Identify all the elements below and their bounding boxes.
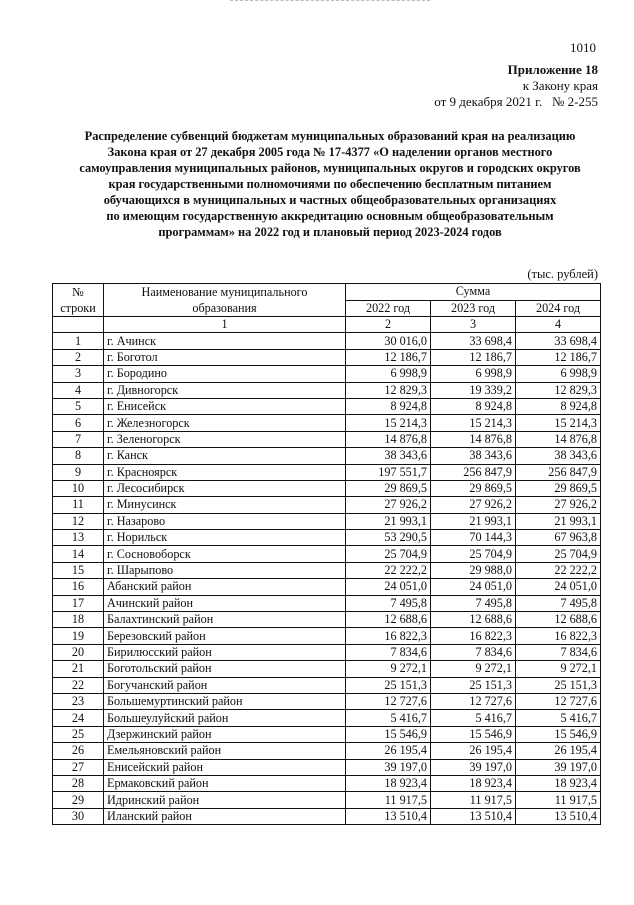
value-2024-cell: 15 214,3 (516, 415, 601, 431)
municipality-cell: г. Красноярск (104, 464, 346, 480)
value-2024-cell: 16 822,3 (516, 628, 601, 644)
value-2023-cell: 24 051,0 (431, 579, 516, 595)
row-number-cell: 15 (53, 562, 104, 578)
row-number-cell: 23 (53, 693, 104, 709)
value-2023-cell: 26 195,4 (431, 743, 516, 759)
value-2024-cell: 21 993,1 (516, 513, 601, 529)
value-2022-cell: 6 998,9 (346, 366, 431, 382)
title-line: по имеющим государственную аккредитацию основным общеобразовательным (106, 209, 554, 223)
municipality-cell: г. Норильск (104, 530, 346, 546)
value-2024-cell: 12 829,3 (516, 382, 601, 398)
value-2022-cell: 7 495,8 (346, 595, 431, 611)
table-row (53, 513, 601, 529)
row-number-cell: 7 (53, 431, 104, 447)
appendix-block (434, 62, 598, 110)
table-row (53, 562, 601, 578)
value-2024-cell: 12 688,6 (516, 612, 601, 628)
municipality-cell: г. Енисейск (104, 398, 346, 414)
table-body (53, 333, 601, 825)
value-2022-cell: 15 546,9 (346, 726, 431, 742)
header-municipality (104, 284, 346, 317)
value-2023-cell: 70 144,3 (431, 530, 516, 546)
header-name-line1: Наименование муниципального (141, 285, 308, 299)
table-row (53, 693, 601, 709)
municipality-cell: г. Зеленогорск (104, 431, 346, 447)
title-line: программам» на 2022 год и плановый период 2023-2024 годов (158, 225, 502, 239)
row-number-cell: 3 (53, 366, 104, 382)
table-row (53, 431, 601, 447)
row-number-cell: 5 (53, 398, 104, 414)
value-2023-cell: 39 197,0 (431, 759, 516, 775)
value-2023-cell: 7 834,6 (431, 644, 516, 660)
value-2022-cell: 5 416,7 (346, 710, 431, 726)
row-number-cell: 27 (53, 759, 104, 775)
municipality-cell: Большемуртинский район (104, 693, 346, 709)
municipality-cell: Абанский район (104, 579, 346, 595)
value-2023-cell: 12 186,7 (431, 349, 516, 365)
table-header (53, 284, 601, 333)
table-row (53, 808, 601, 824)
table-row (53, 595, 601, 611)
value-2024-cell: 14 876,8 (516, 431, 601, 447)
municipality-cell: г. Канск (104, 448, 346, 464)
table-row (53, 398, 601, 414)
value-2023-cell: 14 876,8 (431, 431, 516, 447)
value-2023-cell: 7 495,8 (431, 595, 516, 611)
row-number-cell: 24 (53, 710, 104, 726)
municipality-cell: г. Бородино (104, 366, 346, 382)
municipality-cell: Енисейский район (104, 759, 346, 775)
value-2023-cell: 33 698,4 (431, 333, 516, 349)
value-2024-cell: 13 510,4 (516, 808, 601, 824)
municipality-cell: Иланский район (104, 808, 346, 824)
header-2024: 2024 год (516, 300, 601, 317)
value-2024-cell: 38 343,6 (516, 448, 601, 464)
table-row (53, 792, 601, 808)
header-col-index-1: 1 (104, 317, 346, 333)
municipality-cell: г. Боготол (104, 349, 346, 365)
value-2022-cell: 30 016,0 (346, 333, 431, 349)
municipality-cell: г. Шарыпово (104, 562, 346, 578)
subsidy-table (52, 283, 601, 825)
value-2024-cell: 5 416,7 (516, 710, 601, 726)
value-2024-cell: 256 847,9 (516, 464, 601, 480)
table-row (53, 497, 601, 513)
value-2024-cell: 8 924,8 (516, 398, 601, 414)
value-2024-cell: 26 195,4 (516, 743, 601, 759)
municipality-cell: г. Минусинск (104, 497, 346, 513)
value-2023-cell: 12 727,6 (431, 693, 516, 709)
value-2022-cell: 12 688,6 (346, 612, 431, 628)
row-number-cell: 20 (53, 644, 104, 660)
value-2023-cell: 29 869,5 (431, 480, 516, 496)
value-2022-cell: 27 926,2 (346, 497, 431, 513)
municipality-cell: Богучанский район (104, 677, 346, 693)
value-2022-cell: 14 876,8 (346, 431, 431, 447)
value-2024-cell: 25 151,3 (516, 677, 601, 693)
table-row (53, 710, 601, 726)
row-number-cell: 28 (53, 775, 104, 791)
table-row (53, 644, 601, 660)
municipality-cell: Дзержинский район (104, 726, 346, 742)
value-2022-cell: 197 551,7 (346, 464, 431, 480)
row-number-cell: 19 (53, 628, 104, 644)
header-num-line1: № (72, 285, 84, 299)
appendix-date: от 9 декабря 2021 г. № 2-255 (434, 94, 598, 109)
title-line: Закона края от 27 декабря 2005 года № 17-4377 «О наделении органов местного (107, 145, 553, 159)
value-2022-cell: 11 917,5 (346, 792, 431, 808)
value-2024-cell: 25 704,9 (516, 546, 601, 562)
municipality-cell: Бирилюсский район (104, 644, 346, 660)
table-row (53, 579, 601, 595)
row-number-cell: 26 (53, 743, 104, 759)
table-row (53, 628, 601, 644)
value-2023-cell: 21 993,1 (431, 513, 516, 529)
value-2022-cell: 12 727,6 (346, 693, 431, 709)
appendix-law-ref: к Закону края (522, 78, 598, 93)
table-row (53, 726, 601, 742)
title-line: Распределение субвенций бюджетам муниципальных образований края на реализацию (84, 129, 576, 143)
table-row (53, 759, 601, 775)
units-label: (тыс. рублей) (527, 267, 598, 281)
value-2022-cell: 8 924,8 (346, 398, 431, 414)
row-number-cell: 2 (53, 349, 104, 365)
row-number-cell: 16 (53, 579, 104, 595)
table-row (53, 612, 601, 628)
scan-edge-marks (230, 0, 430, 5)
value-2022-cell: 53 290,5 (346, 530, 431, 546)
municipality-cell: Ачинский район (104, 595, 346, 611)
value-2023-cell: 29 988,0 (431, 562, 516, 578)
value-2022-cell: 12 829,3 (346, 382, 431, 398)
value-2023-cell: 5 416,7 (431, 710, 516, 726)
row-number-cell: 30 (53, 808, 104, 824)
value-2022-cell: 39 197,0 (346, 759, 431, 775)
table-row (53, 661, 601, 677)
header-row-number (53, 284, 104, 317)
value-2022-cell: 26 195,4 (346, 743, 431, 759)
table-row (53, 349, 601, 365)
header-col-index-3: 3 (431, 317, 516, 333)
value-2023-cell: 25 704,9 (431, 546, 516, 562)
value-2022-cell: 38 343,6 (346, 448, 431, 464)
table-row (53, 366, 601, 382)
value-2022-cell: 13 510,4 (346, 808, 431, 824)
value-2022-cell: 12 186,7 (346, 349, 431, 365)
table-row (53, 382, 601, 398)
municipality-cell: г. Ачинск (104, 333, 346, 349)
row-number-cell: 21 (53, 661, 104, 677)
municipality-cell: Большеулуйский район (104, 710, 346, 726)
value-2024-cell: 24 051,0 (516, 579, 601, 595)
value-2023-cell: 12 688,6 (431, 612, 516, 628)
value-2024-cell: 12 727,6 (516, 693, 601, 709)
header-sum: Сумма (346, 284, 601, 301)
value-2024-cell: 22 222,2 (516, 562, 601, 578)
value-2024-cell: 9 272,1 (516, 661, 601, 677)
value-2022-cell: 9 272,1 (346, 661, 431, 677)
title-line: края государственными полномочиями по обеспечению бесплатным питанием (108, 177, 552, 191)
value-2024-cell: 7 834,6 (516, 644, 601, 660)
row-number-cell: 18 (53, 612, 104, 628)
table-row (53, 743, 601, 759)
value-2022-cell: 24 051,0 (346, 579, 431, 595)
value-2022-cell: 15 214,3 (346, 415, 431, 431)
value-2022-cell: 7 834,6 (346, 644, 431, 660)
row-number-cell: 8 (53, 448, 104, 464)
value-2024-cell: 18 923,4 (516, 775, 601, 791)
value-2023-cell: 15 214,3 (431, 415, 516, 431)
title-line: обучающихся в муниципальных и частных общеобразовательных организациях (103, 193, 557, 207)
row-number-cell: 9 (53, 464, 104, 480)
municipality-cell: Березовский район (104, 628, 346, 644)
value-2024-cell: 27 926,2 (516, 497, 601, 513)
value-2022-cell: 25 151,3 (346, 677, 431, 693)
value-2023-cell: 25 151,3 (431, 677, 516, 693)
header-name-line2: образования (192, 301, 257, 315)
municipality-cell: Идринский район (104, 792, 346, 808)
row-number-cell: 4 (53, 382, 104, 398)
municipality-cell: г. Железногорск (104, 415, 346, 431)
appendix-title: Приложение 18 (507, 62, 598, 77)
table-row (53, 530, 601, 546)
header-num-line2: строки (60, 301, 96, 315)
value-2023-cell: 19 339,2 (431, 382, 516, 398)
table-row (53, 546, 601, 562)
row-number-cell: 17 (53, 595, 104, 611)
value-2024-cell: 11 917,5 (516, 792, 601, 808)
title-line: самоуправления муниципальных районов, муниципальных округов и городских округов (79, 161, 581, 175)
value-2022-cell: 22 222,2 (346, 562, 431, 578)
table-row (53, 464, 601, 480)
value-2023-cell: 38 343,6 (431, 448, 516, 464)
row-number-cell: 1 (53, 333, 104, 349)
header-2023: 2023 год (431, 300, 516, 317)
page-number: 1010 (570, 40, 596, 55)
value-2023-cell: 13 510,4 (431, 808, 516, 824)
value-2023-cell: 6 998,9 (431, 366, 516, 382)
municipality-cell: г. Дивногорск (104, 382, 346, 398)
table-row (53, 415, 601, 431)
row-number-cell: 22 (53, 677, 104, 693)
value-2022-cell: 29 869,5 (346, 480, 431, 496)
municipality-cell: Ермаковский район (104, 775, 346, 791)
value-2023-cell: 18 923,4 (431, 775, 516, 791)
value-2024-cell: 29 869,5 (516, 480, 601, 496)
row-number-cell: 13 (53, 530, 104, 546)
header-2022: 2022 год (346, 300, 431, 317)
table-row (53, 448, 601, 464)
value-2022-cell: 16 822,3 (346, 628, 431, 644)
value-2023-cell: 11 917,5 (431, 792, 516, 808)
row-number-cell: 14 (53, 546, 104, 562)
value-2024-cell: 39 197,0 (516, 759, 601, 775)
row-number-cell: 10 (53, 480, 104, 496)
table-row (53, 480, 601, 496)
value-2024-cell: 7 495,8 (516, 595, 601, 611)
row-number-cell: 12 (53, 513, 104, 529)
value-2023-cell: 16 822,3 (431, 628, 516, 644)
value-2023-cell: 8 924,8 (431, 398, 516, 414)
table-row (53, 333, 601, 349)
value-2022-cell: 21 993,1 (346, 513, 431, 529)
row-number-cell: 11 (53, 497, 104, 513)
value-2022-cell: 18 923,4 (346, 775, 431, 791)
header-col-index-4: 4 (516, 317, 601, 333)
municipality-cell: Боготольский район (104, 661, 346, 677)
value-2022-cell: 25 704,9 (346, 546, 431, 562)
value-2024-cell: 12 186,7 (516, 349, 601, 365)
municipality-cell: г. Назарово (104, 513, 346, 529)
value-2024-cell: 67 963,8 (516, 530, 601, 546)
value-2024-cell: 6 998,9 (516, 366, 601, 382)
municipality-cell: Балахтинский район (104, 612, 346, 628)
value-2023-cell: 15 546,9 (431, 726, 516, 742)
value-2023-cell: 27 926,2 (431, 497, 516, 513)
header-col-index-2: 2 (346, 317, 431, 333)
municipality-cell: Емельяновский район (104, 743, 346, 759)
value-2023-cell: 9 272,1 (431, 661, 516, 677)
row-number-cell: 25 (53, 726, 104, 742)
municipality-cell: г. Лесосибирск (104, 480, 346, 496)
value-2024-cell: 15 546,9 (516, 726, 601, 742)
row-number-cell: 29 (53, 792, 104, 808)
value-2023-cell: 256 847,9 (431, 464, 516, 480)
document-title (50, 128, 610, 240)
municipality-cell: г. Сосновоборск (104, 546, 346, 562)
row-number-cell: 6 (53, 415, 104, 431)
header-col-index-blank (53, 317, 104, 333)
table-row (53, 677, 601, 693)
value-2024-cell: 33 698,4 (516, 333, 601, 349)
table-row (53, 775, 601, 791)
